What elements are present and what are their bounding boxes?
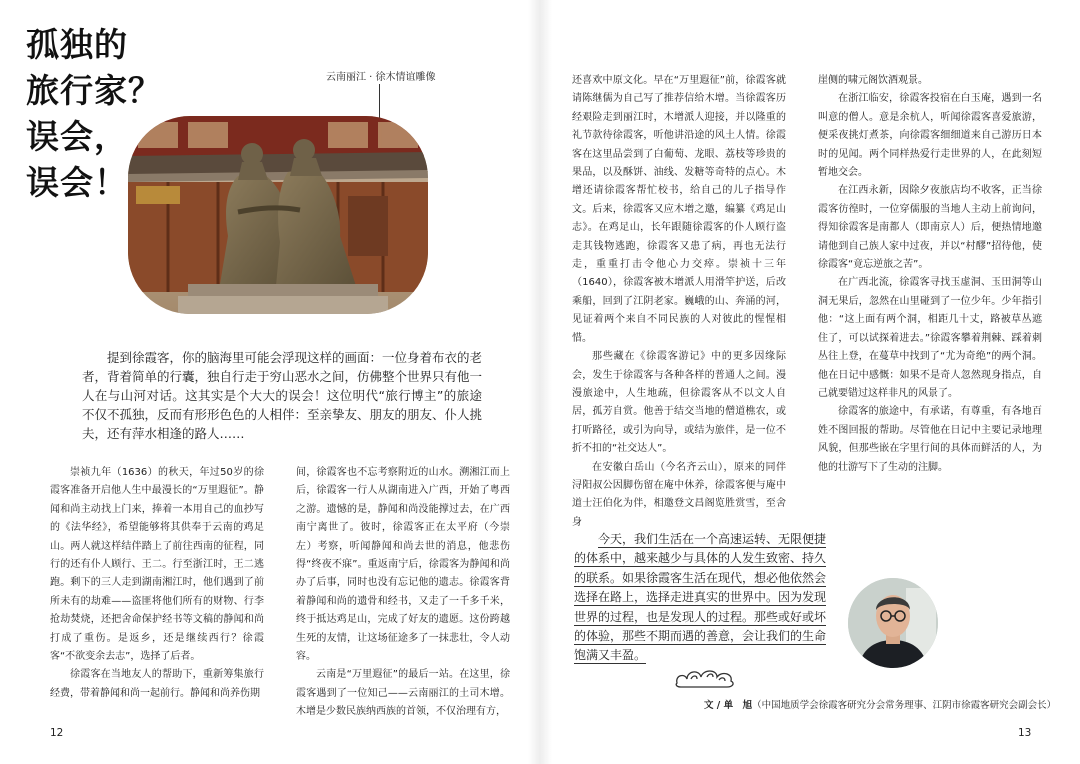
left-column-2 (296, 464, 510, 722)
statue-photo (128, 116, 428, 314)
intro-paragraph: 提到徐霞客，你的脑海里可能会浮现这样的画面：一位身着布衣的老者，背着简单的行囊，独自行走于穷山恶水之间，仿佛整个世界只有他一人在与山河对话。这其实是个大大的误会！这位明代“旅行博主”的旅途不仅不孤独，反而有形形色色的人相伴：至亲挚友、朋友的朋友、仆人挑夫，还有萍水相逢的路人…… (82, 350, 483, 441)
page-number-right: 13 (1018, 727, 1032, 739)
left-column-1 (50, 464, 264, 703)
title-line-4: 误会！ (26, 163, 128, 202)
author-affiliation: （中国地质学会徐霞客研究分会常务理事、江阴市徐霞客研究会副会长） (752, 700, 1057, 711)
title-line-1: 孤独的 (26, 25, 128, 64)
page-number-left: 12 (50, 727, 64, 739)
paragraph: 在浙江临安，徐霞客投宿在白玉庵，遇到一名叫意的僧人。意是余杭人，听闻徐霞客喜爱旅游，便采夜挑灯煮茶，向徐霞客细细道来自己游历日本时的见闻。两个同样热爱行走世界的人，在此刻短暂地交会。 (818, 93, 1042, 179)
caption-leader-line (379, 84, 380, 120)
author-credit (704, 697, 1056, 711)
pull-quote-text: 今天，我们生活在一个高速运转、无限便捷的体系中，越来越少与具体的人发生致密、持久的联系。如果徐霞客生活在现代，想必他依然会选择在路上，选择走进真实的世界中。因为发现世界的过程，也是发现人的过程。那些或好或坏的体验，那些不期而遇的善意，会让我们的生命饱满又丰盈。 (574, 532, 827, 663)
paragraph: 那些藏在《徐霞客游记》中的更多因缘际会，发生于徐霞客与各种各样的普通人之间。漫漫旅途中，人生地疏，但徐霞客从不以文人自居，孤芳自赏。他善于结交当地的僧道樵农，或打听路径，或引为向导，或结为旅伴，是一位不折不扣的“社交达人”。 (572, 351, 786, 455)
paragraph: 徐霞客的旅途中，有承诺，有尊重，有各地百姓不图回报的帮助。尽管他在日记中主要记录地理风貌，但那些嵌在字里行间的具体而鲜活的人，为他的壮游写下了生动的注脚。 (818, 406, 1042, 473)
paragraph: 间，徐霞客也不忘考察附近的山水。溯湘江而上后，徐霞客一行人从湖南进入广西，开始了粤西之游。遗憾的是，静闻和尚没能撑过去，在广西南宁离世了。彼时，徐霞客正在太平府（今崇左）考察，听闻静闻和尚去世的消息，他悲伤得“终夜不寐”。重返南宁后，徐霞客为静闻和尚办了后事，同时也没有忘记他的遗志。徐霞客背着静闻和尚的遗骨和经书，又走了一千多千米，终于抵达鸡足山，完成了好友的遗愿。这份跨越生死的友情，让这场征途多了一抹悲壮，令人动容。 (296, 467, 510, 663)
author-name: 文 / 单 旭 (704, 700, 753, 711)
cloud-ornament-icon (673, 663, 739, 693)
right-column-1 (572, 72, 786, 532)
paragraph: 崖侧的啸元阁饮酒观景。 (818, 75, 928, 86)
paragraph: 崇祯九年（1636）的秋天，年过50岁的徐霞客准备开启他人生中最漫长的“万里遐征”。静闻和尚主动找上门来，捧着一本用自己的血抄写的《法华经》，希望能够将其供奉于云南的鸡足山。两人就这样结伴踏上了前往西南的征程，同行的还有仆人顾行、王二。行至浙江时，王二逃跑。剩下的三人走到湖南湘江时，他们遇到了前所未有的劫难——盗匪将他们所有的财物、行李抢劫焚烧，还把舍命保护经书等文稿的静闻和尚打成了重伤。是返乡，还是继续西行？徐霞客“不欲变余去志”，选择了后者。 (50, 467, 264, 663)
paragraph: 还喜欢中原文化。早在“万里遐征”前，徐霞客就请陈继儒为自己写了推荐信给木增。当徐霞客历经艰险走到丽江时，木增派人迎接，并以隆重的礼节款待徐霞客，听他讲沿途的风土人情。徐霞客在这里品尝到了白葡萄、龙眼、荔枝等珍贵的果品，以及酥饼、油线、发糖等奇特的点心。木增还请徐霞客帮忙校书，给自己的儿子指导作文。后来，徐霞客又应木增之邀，编纂《鸡足山志》。在鸡足山，长年跟随徐霞客的仆人顾行盗走其钱物逃跑，徐霞客又患了病，再也无法行走，重重打击令他心力交瘁。崇祯十三年（1640），徐霞客被木增派人用滑竿护送，后改乘船，回到了江阴老家。巍峨的山、奔涌的河，见证着两个来自不同民族的人对彼此的惺惺相惜。 (572, 75, 786, 344)
title-line-3: 误会， (26, 117, 128, 156)
author-avatar (848, 578, 938, 668)
right-column-2 (818, 72, 1042, 477)
paragraph: 云南是“万里遐征”的最后一站。在这里，徐霞客遇到了一位知己——云南丽江的土司木增。木增是少数民族纳西族的首领，不仅治理有方， (296, 669, 510, 718)
paragraph: 在江西永新，因除夕夜旅店均不收客，正当徐霞客彷徨时，一位穿儒服的当地人主动上前询问，得知徐霞客是南都人（即南京人）后，便热情地邀请他到自己族人家中过夜，并以“村醪”招待他，使徐霞客“竟忘逆旅之苦”。 (818, 185, 1042, 271)
paragraph: 在广西北流，徐霞客寻找玉虚洞、玉田洞等山洞无果后，忽然在山里碰到了一位少年。少年指引他：“这上面有两个洞，相距几十丈，路被草丛遮住了，可以试探着进去。”徐霞客攀着荆棘、踩着刺丛往上登，在蔓草中找到了“尤为奇绝”的两个洞。他在日记中感慨：如果不是奇人忽然现身指点，自己就要错过这样非凡的风景了。 (818, 277, 1042, 399)
paragraph: 徐霞客在当地友人的帮助下，重新筹集旅行经费，带着静闻和尚一起前行。静闻和尚养伤期 (50, 669, 264, 699)
title-line-2: 旅行家？ (26, 71, 162, 110)
photo-caption: 云南丽江 · 徐木情谊雕像 (326, 72, 436, 83)
paragraph: 在安徽白岳山（今名齐云山），原来的同伴浔阳叔公因脚伤留在庵中休养，徐霞客便与庵中道士汪伯化为伴，相邀登文昌阁览胜赏雪，至舍身 (572, 461, 786, 528)
pull-quote (574, 530, 836, 666)
